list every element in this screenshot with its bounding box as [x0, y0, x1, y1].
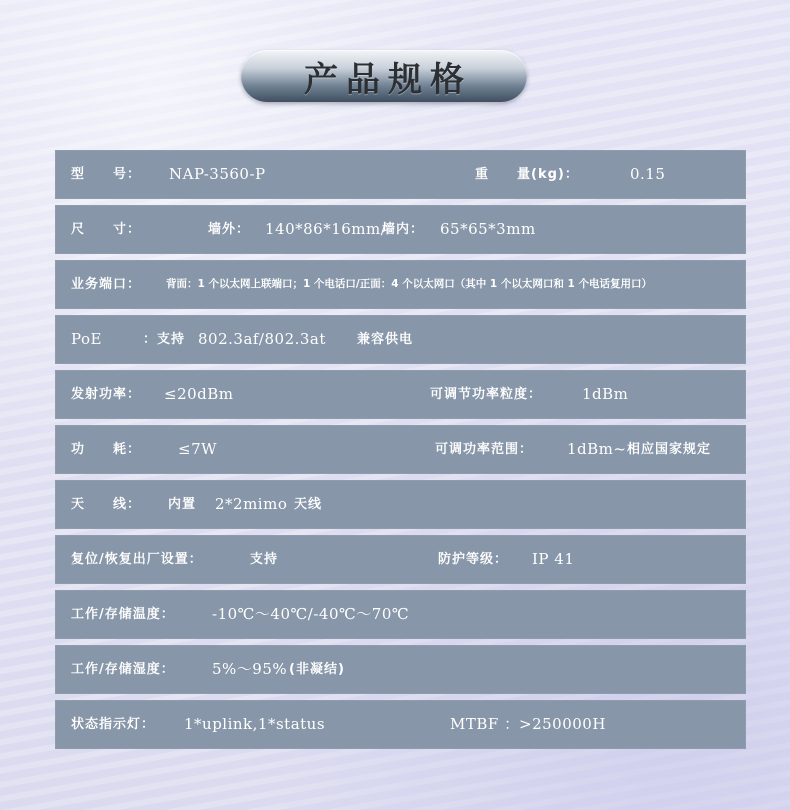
reset-label: 复位/恢复出厂设置：: [71, 552, 203, 567]
antenna-label: 天 线：: [71, 497, 142, 512]
humidity-label: 工作/存储湿度：: [71, 662, 175, 677]
antenna-suffix: 天线: [294, 497, 323, 512]
spec-row-tx-power: [55, 370, 746, 419]
led-value: 1*uplink,1*status: [184, 715, 326, 733]
spec-table: [55, 150, 746, 749]
size-outdoor-label: 墙外：: [208, 222, 251, 237]
antenna-value: 2*2mimo: [215, 495, 288, 513]
title-banner: [241, 50, 527, 102]
poe-suffix: 兼容供电: [357, 332, 414, 347]
protection-label: 防护等级：: [438, 552, 509, 567]
ports-label: 业务端口：: [71, 277, 142, 292]
consumption-label: 功 耗：: [71, 442, 142, 457]
mtbf-value: >250000H: [519, 715, 606, 733]
led-label: 状态指示灯：: [71, 717, 156, 732]
protection-value: IP 41: [532, 550, 575, 568]
weight-label: 重 量(kg)：: [475, 167, 579, 182]
poe-value: 802.3af/802.3at: [198, 330, 326, 348]
power-range-value: 1dBm~: [567, 440, 627, 458]
tx-power-label: 发射功率：: [71, 387, 142, 402]
temperature-value: -10℃～40℃/-40℃～70℃: [212, 605, 410, 623]
temperature-label: 工作/存储温度：: [71, 607, 175, 622]
ports-value: 背面：1 个以太网上联端口；1 个电话口/正面：4 个以太网口（其中 1 个以太网口和 1 个电话复用口）: [166, 278, 652, 290]
power-step-label: 可调节功率粒度：: [430, 387, 543, 402]
spec-row-consumption: [55, 425, 746, 474]
power-range-label: 可调功率范围：: [435, 442, 534, 457]
spec-row-poe: [55, 315, 746, 364]
spec-row-reset-protection: [55, 535, 746, 584]
spec-row-antenna: [55, 480, 746, 529]
spec-row-temperature: [55, 590, 746, 639]
tx-power-value: ≤20dBm: [164, 385, 234, 403]
humidity-suffix: (非凝结): [289, 662, 345, 677]
consumption-value: ≤7W: [178, 440, 218, 458]
poe-support-label: ：支持: [143, 332, 186, 347]
mtbf-label: MTBF ：: [450, 715, 520, 733]
size-label: 尺 寸：: [71, 222, 142, 237]
poe-label: PoE: [71, 330, 102, 348]
model-label: 型 号：: [71, 167, 142, 182]
model-value: NAP-3560-P: [169, 165, 266, 183]
humidity-value: 5%～95%: [212, 660, 288, 678]
size-indoor-label: 墙内：: [382, 222, 425, 237]
spec-row-model-weight: [55, 150, 746, 199]
size-outdoor-value: 140*86*16mm/: [265, 220, 387, 238]
page-title: 产品规格: [304, 59, 472, 100]
antenna-builtin-label: 内置: [168, 497, 197, 512]
spec-row-humidity: [55, 645, 746, 694]
power-step-value: 1dBm: [582, 385, 629, 403]
size-indoor-value: 65*65*3mm: [440, 220, 536, 238]
spec-row-ports: [55, 260, 746, 309]
power-range-suffix: 相应国家规定: [627, 442, 712, 457]
spec-row-size: [55, 205, 746, 254]
reset-value: 支持: [250, 552, 279, 567]
spec-row-led-mtbf: [55, 700, 746, 749]
weight-value: 0.15: [630, 165, 666, 183]
